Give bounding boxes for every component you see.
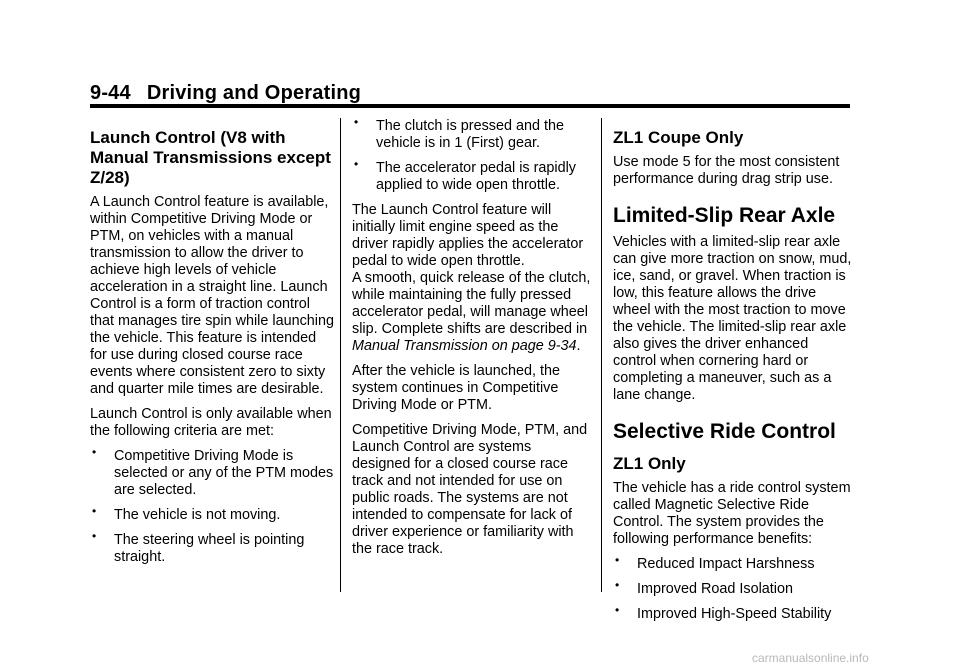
page-number: 9-44 (90, 82, 131, 104)
paragraph: A Launch Control feature is available, within Competitive Driving Mode or PTM, on vehicles with a manual transmission to allow the driver to achieve high levels of vehicle acceleration in a straight line. Launch Control is a form of traction control that manages tire spin while launching the vehicle. This feature is intended for use during closed course race events where consistent zero to sixty and quarter mile times are desirable. (90, 194, 334, 397)
cross-reference-link[interactable]: Manual Transmission on page 9-34 (352, 338, 577, 354)
column-1 (90, 118, 335, 574)
section-title: Driving and Operating (146, 82, 362, 104)
list-item: • Improved High-Speed Stability (613, 606, 853, 623)
list-item: • Improved Road Isolation (613, 581, 853, 598)
paragraph: Use mode 5 for the most consistent performance during drag strip use. (613, 154, 840, 187)
list-item: • The clutch is pressed and the vehicle is in 1 (First) gear. (352, 118, 592, 152)
watermark: carmanualsonline.info (752, 651, 869, 665)
launch-control-heading: Launch Control (V8 with Manual Transmissions except Z/28) (90, 128, 331, 187)
list-item: • Reduced Impact Harshness (613, 556, 853, 573)
paragraph (352, 270, 592, 355)
benefits-list (613, 556, 853, 623)
paragraph: Vehicles with a limited-slip rear axle can give more traction on snow, mud, ice, sand, or gravel. When traction is low, this feature allows the drive wheel with the most traction to move the vehicle. The limited-slip rear axle also gives the driver enhanced control when cornering hard or completing a maneuver, such as a lane change. (613, 234, 852, 403)
criteria-list (90, 448, 335, 566)
column-2 (352, 118, 592, 566)
paragraph: After the vehicle is launched, the system continues in Competitive Driving Mode or PTM. (352, 363, 560, 413)
list-item: • The accelerator pedal is rapidly applied to wide open throttle. (352, 160, 592, 194)
list-item: • The vehicle is not moving. (90, 507, 335, 524)
column-divider (601, 118, 602, 592)
zl1-only-heading: ZL1 Only (613, 454, 686, 473)
page-header (90, 82, 361, 105)
paragraph: Competitive Driving Mode, PTM, and Launch Control are systems designed for a closed course race track and not intended for use on public roads. The systems are not intended to compensate for lack of driver experience or familiarity with the race track. (352, 422, 588, 557)
paragraph-text: A smooth, quick release of the clutch, while maintaining the fully pressed accelerator pedal, will manage wheel slip. Complete shifts are described in (352, 270, 591, 337)
list-item: • The steering wheel is pointing straight. (90, 532, 335, 566)
criteria-list-continued (352, 118, 592, 194)
paragraph: Launch Control is only available when the following criteria are met: (90, 406, 332, 439)
header-rule (90, 104, 850, 108)
list-item: • Competitive Driving Mode is selected or any of the PTM modes are selected. (90, 448, 335, 499)
paragraph: The Launch Control feature will initially limit engine speed as the driver rapidly applies the accelerator pedal to wide open throttle. (352, 202, 584, 269)
column-divider (340, 118, 341, 592)
zl1-coupe-heading: ZL1 Coupe Only (613, 128, 744, 147)
paragraph-text: . (576, 338, 581, 354)
column-3 (613, 118, 853, 631)
selective-ride-heading: Selective Ride Control (613, 420, 836, 443)
limited-slip-heading: Limited-Slip Rear Axle (613, 204, 836, 227)
paragraph: The vehicle has a ride control system called Magnetic Selective Ride Control. The system provides the following performance benefits: (613, 480, 851, 547)
